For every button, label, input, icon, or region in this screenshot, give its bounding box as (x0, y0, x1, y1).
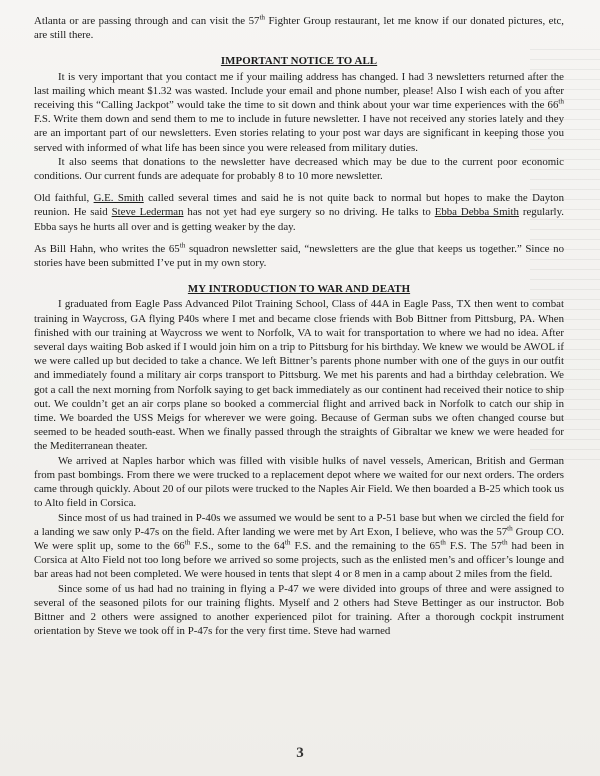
intro-paragraph-2: We arrived at Naples harbor which was filled with visible hulks of navel vessels, American, British and German from past bombings. From there we were trucked to a replacement depot where we waited for our next orders. The orders came through quickly. About 20 of our pilots were trucked to the Naples Air Field. We then boarded a B-25 which took us to Alto field in Corsica. (34, 454, 564, 510)
opening-paragraph: Atlanta or are passing through and can visit the 57th Fighter Group restaurant, let me know if our donated pictures, etc, are still there. (34, 13, 564, 42)
ebba-name: Ebba Debba Smith (434, 206, 519, 219)
hahn-paragraph: As Bill Hahn, who writes the 65th squadron newsletter said, “newsletters are the glue that keeps us together.” Since no stories have been submitted I’ve put in my own story. (34, 241, 564, 270)
smith-text-b: called several times and said he is not quite back to normal but hopes to make the Dayton reunion. He said (34, 192, 564, 219)
lederman-name: Steve Lederman (111, 206, 184, 219)
smith-text-d: regularly. Ebba says he hurts all over and is getting weaker by the day. (34, 206, 564, 233)
intro-paragraph-1: I graduated from Eagle Pass Advanced Pilot Training School, Class of 44A in Eagle Pass, TX then went to combat training in Waycross, GA flying P40s where I met and became close friends with Bob Bittner from Pittsburg, PA. When finished with our training at Waycross we went to Norfolk, VA to wait for transportation to where we had no idea. After several days waiting Bob asked if I would join him on a trip to Pittsburg for his birthday. We knew we would be AWOL if we were called up but decided to take a chance. We left Bittner’s parents phone number with one of the guys in our outfit and immediately found a military air corps transport to Pittsburg. We met his parents and had a birthday celebration. We got a call the next morning from Norfolk saying to get back immediately as our continent had received their notice to ship out. We couldn’t get an air corps plane so booked a commercial flight and arrived back in Norfolk to catch our ship in time. We boarded the USS Meigs for wherever we were going. Because of German subs we often changed course but seemed to be headed south-east. When we finally passed through the straights of Gibraltar we knew we were headed for the Mediterranean theater. (34, 298, 564, 453)
intro-paragraph-3: Since most of us had trained in P-40s we assumed we would be sent to a P-51 base but when we circled the field for a landing we saw only P-47s on the field. After landing we were met by Art Exon, I believe, who was the 57th Group CO. We were split up, some to the 66th F.S., some to the 64th F.S. and the remaining to the 65th F.S. The 57th had been in Corsica at Alto Field not too long before we arrived so some projects, such as the enlisted men’s and officer’s lounge and bar areas had not been completed. We were housed in tents that slept 4 or 8 men in a camp about 2 miles from the field. (34, 511, 565, 581)
notice-heading: IMPORTANT NOTICE TO ALL (220, 55, 378, 68)
notice-paragraph-2: It also seems that donations to the newsletter have decreased which may be due to the current poor economic conditions. Our current funds are adequate for probably 8 to 10 more newsletter. (34, 155, 564, 183)
notice-paragraph-1: It is very important that you contact me if your mailing address has changed. I had 3 newsletters returned after the last mailing which meant $1.32 was wasted. Include your email and phone number, please! Also I wish each of you after receiving this “Calling Jackpot” would take the time to sit down and think about your war time experiences with the 66th F.S. Write them down and send them to me to include in future newsletter. I have not received any stories lately and they are an important part of our newsletters. Even stories relating to your post war days are significant in keeping those you served with informed of what life has been since you were released from military duties. (34, 70, 564, 154)
page-number: 3 (296, 745, 304, 761)
smith-name: G.E. Smith (93, 192, 144, 205)
intro-heading: MY INTRODUCTION TO WAR AND DEATH (187, 283, 411, 296)
intro-paragraph-4: Since some of us had had no training in flying a P-47 we were divided into groups of three and were assigned to several of the seasoned pilots for our training flights. Myself and 2 others had Steve Bettinger as our instructor. Bob Bittner and 2 others were assigned to another experienced pilot for training. After a thorough cockpit instrument orientation by Steve we took off in P-47s for the very first time. Steve had warned (34, 582, 564, 638)
smith-paragraph (34, 191, 564, 234)
smith-text-c: has not yet had eye surgery so no driving. He talks to (183, 206, 435, 219)
smith-text-a: Old faithful, (34, 192, 94, 205)
page-content (34, 14, 564, 638)
